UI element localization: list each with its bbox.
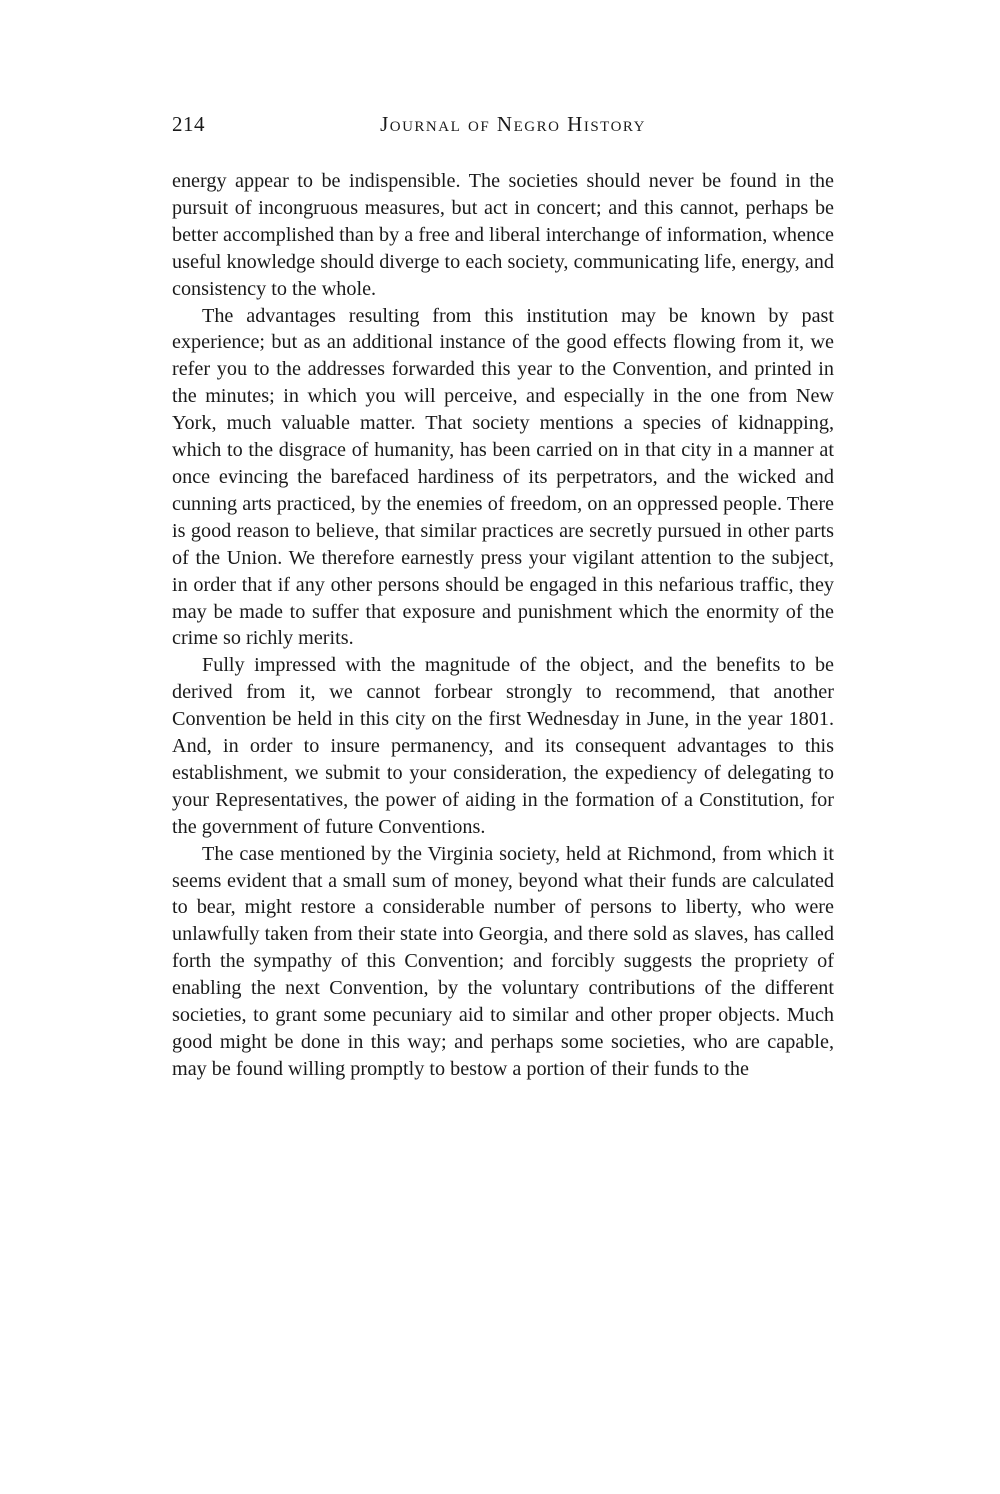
page-number: 214 [172,112,205,136]
paragraph-convention-recommendation: Fully impressed with the magnitude of the object, and the benefits to be derived from it, we cannot forbear strongly to recommend, that another Convention be held in this city on the first Wednesday in June, in the year 1801. And, in order to insure permanency, and its consequent advantages to this establishment, we submit to your consideration, the expediency of delegating to your Representatives, the power of aiding in the formation of a Constitution, for the government of future Conventions. [172,654,834,838]
paragraph-continued: energy appear to be indispensible. The societies should never be found in the pursuit of incongruous measures, but act in concert; and this cannot, perhaps be better accomplished than by a free and liberal interchange of information, whence useful knowledge should diverge to each society, communicating life, energy, and consistency to the whole. [172,170,834,300]
paragraph-advantages: The advantages resulting from this institution may be known by past experience; but as an additional instance of the good effects flowing from it, we refer you to the addresses forwarded this year to the Convention, and printed in the minutes; in which you will perceive, and especially in the one from New York, much valuable matter. That society mentions a species of kidnapping, which to the disgrace of humanity, has been carried on in that city in a manner at once evincing the barefaced hardiness of its perpetrators, and the wicked and cunning arts practiced, by the enemies of freedom, on an oppressed people. There is good reason to believe, that similar practices are secretly pursued in other parts of the Union. We therefore earnestly press your vigilant attention to the subject, in order that if any other persons should be engaged in this nefarious traffic, they may be made to suffer that exposure and punishment which the enormity of the crime so richly merits. [172,304,834,650]
body-text [172,168,834,1083]
paragraph-virginia-case: The case mentioned by the Virginia society, held at Richmond, from which it seems evident that a small sum of money, beyond what their funds are calculated to bear, might restore a considerable number of persons to liberty, who were unlawfully taken from their state into Georgia, and there sold as slaves, has called forth the sympathy of this Convention; and forcibly suggests the propriety of enabling the next Convention, by the voluntary contributions of the different societies, to grant some pecuniary aid to similar and other proper objects. Much good might be done in this way; and perhaps some societies, who are capable, may be found willing promptly to bestow a portion of their funds to the [172,842,834,1080]
running-header [172,112,834,146]
journal-page [172,112,834,1083]
journal-title: Journal of Negro History [380,112,646,136]
